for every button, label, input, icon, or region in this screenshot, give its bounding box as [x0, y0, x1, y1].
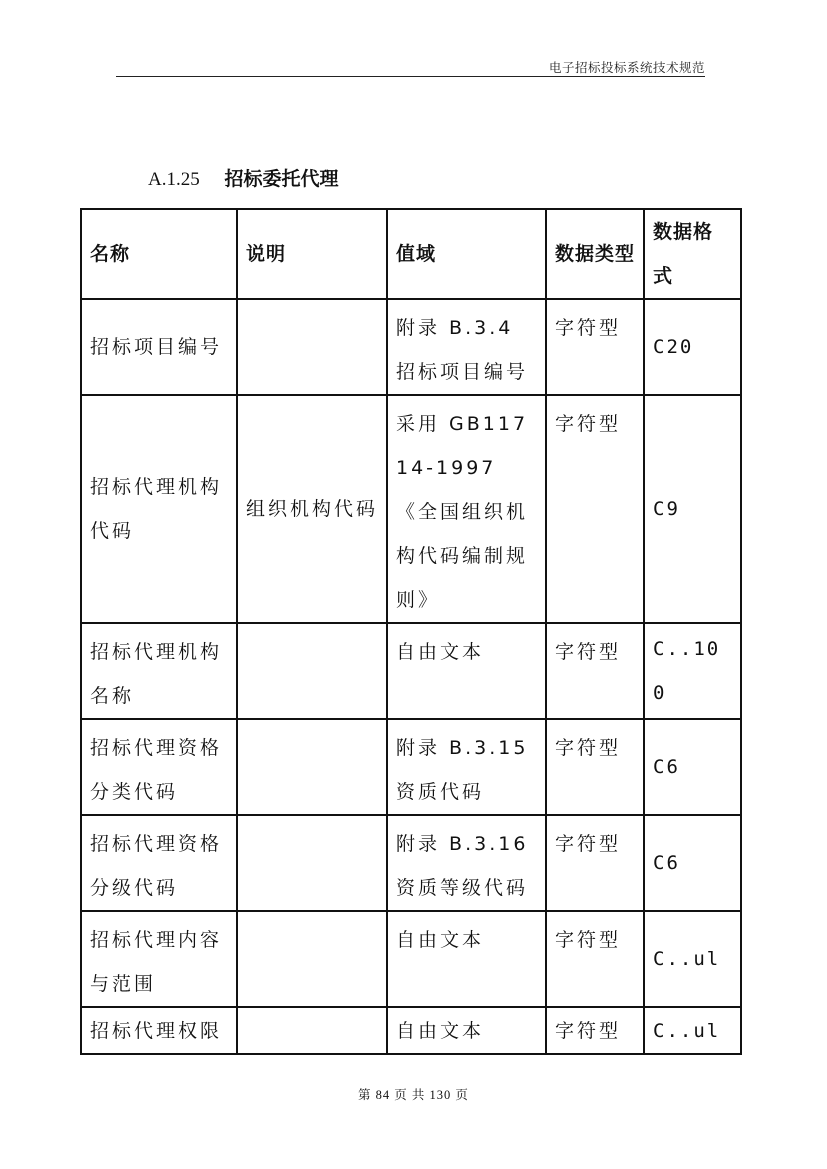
section-heading — [148, 164, 339, 191]
cell-format: C6 — [644, 719, 741, 815]
section-number: A.1.25 — [148, 169, 200, 190]
cell-desc — [237, 1007, 387, 1054]
cell-name: 招标项目编号 — [81, 299, 237, 395]
cell-desc — [237, 299, 387, 395]
cell-type: 字符型 — [546, 299, 644, 395]
cell-format: C..100 — [644, 623, 741, 719]
table-row — [81, 299, 741, 395]
cell-desc — [237, 911, 387, 1007]
cell-format: C..ul — [644, 1007, 741, 1054]
cell-format: C..ul — [644, 911, 741, 1007]
table-row — [81, 719, 741, 815]
table-row — [81, 1007, 741, 1054]
table-row — [81, 623, 741, 719]
column-header-type: 数据类型 — [546, 209, 644, 299]
cell-type: 字符型 — [546, 815, 644, 911]
cell-range: 采用 GB11714-1997《全国组织机构代码编制规则》 — [387, 395, 546, 623]
table-row — [81, 395, 741, 623]
table-header-row — [81, 209, 741, 299]
cell-type: 字符型 — [546, 719, 644, 815]
column-header-range: 值域 — [387, 209, 546, 299]
cell-desc — [237, 623, 387, 719]
cell-format: C9 — [644, 395, 741, 623]
cell-type: 字符型 — [546, 911, 644, 1007]
cell-name: 招标代理资格分类代码 — [81, 719, 237, 815]
cell-type: 字符型 — [546, 1007, 644, 1054]
cell-desc — [237, 815, 387, 911]
cell-range: 附录 B.3.15 资质代码 — [387, 719, 546, 815]
cell-range: 附录 B.3.4 招标项目编号 — [387, 299, 546, 395]
table-row — [81, 911, 741, 1007]
cell-format: C6 — [644, 815, 741, 911]
cell-type: 字符型 — [546, 395, 644, 623]
cell-range: 自由文本 — [387, 1007, 546, 1054]
cell-name: 招标代理资格分级代码 — [81, 815, 237, 911]
data-element-table — [80, 208, 742, 1055]
running-header: 电子招标投标系统技术规范 — [548, 60, 705, 75]
cell-desc — [237, 719, 387, 815]
column-header-name: 名称 — [81, 209, 237, 299]
cell-desc: 组织机构代码 — [237, 395, 387, 623]
cell-range: 附录 B.3.16 资质等级代码 — [387, 815, 546, 911]
table-row — [81, 815, 741, 911]
cell-name: 招标代理内容与范围 — [81, 911, 237, 1007]
cell-format: C20 — [644, 299, 741, 395]
cell-name: 招标代理权限 — [81, 1007, 237, 1054]
page-footer: 第 84 页 共 130 页 — [358, 1088, 469, 1102]
header-rule — [116, 76, 705, 77]
cell-name: 招标代理机构代码 — [81, 395, 237, 623]
column-header-format: 数据格式 — [644, 209, 741, 299]
cell-range: 自由文本 — [387, 623, 546, 719]
column-header-desc: 说明 — [237, 209, 387, 299]
cell-name: 招标代理机构名称 — [81, 623, 237, 719]
cell-type: 字符型 — [546, 623, 644, 719]
cell-range: 自由文本 — [387, 911, 546, 1007]
section-title: 招标委托代理 — [224, 168, 339, 190]
